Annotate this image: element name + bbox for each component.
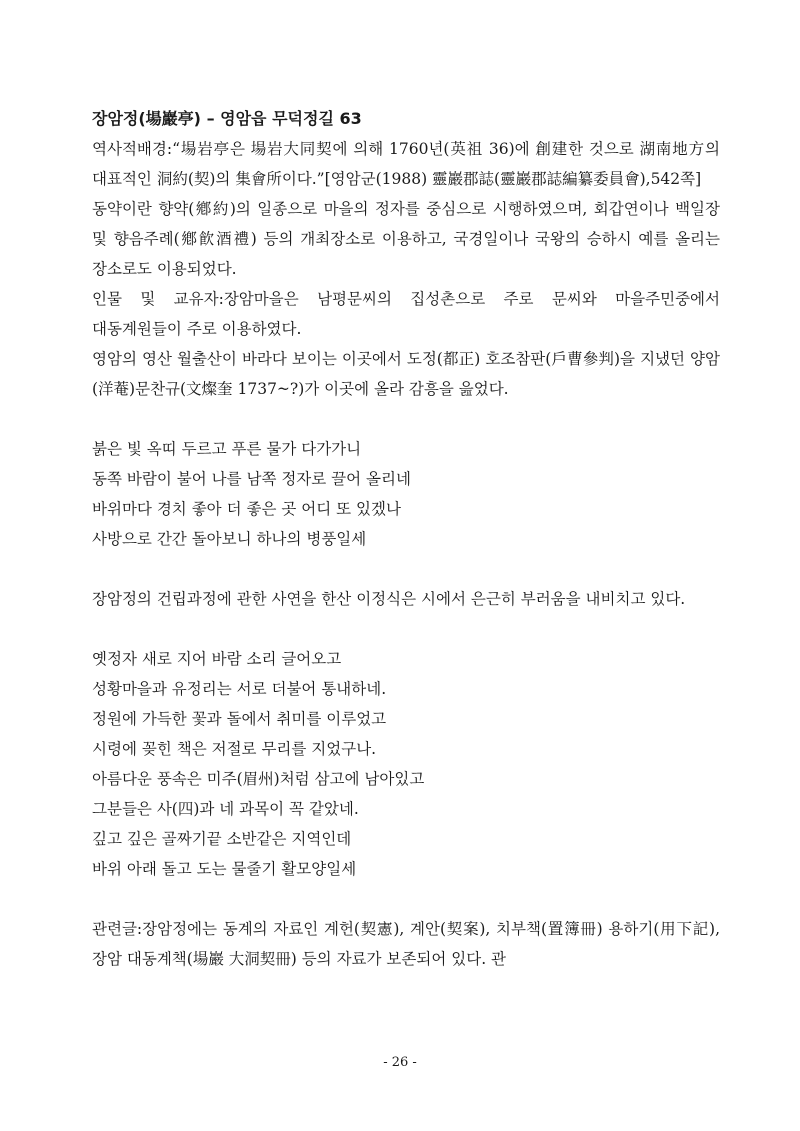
history-paragraph: 역사적배경:“場岩亭은 場岩大同契에 의해 1760년(英祖 36)에 創建한 것으로 湖南地方의 대표적인 洞約(契)의 集會所이다.”[영암군(1988) 靈巖郡誌(靈巖郡誌編纂委員會),542쪽] bbox=[92, 140, 720, 188]
poem-line: 시령에 꽂힌 책은 저절로 무리를 지었구나. bbox=[92, 740, 377, 758]
poem-line: 성황마을과 유정리는 서로 더불어 통내하네. bbox=[92, 680, 387, 698]
poem-1 bbox=[92, 434, 720, 554]
construction-paragraph: 장암정의 건립과정에 관한 사연을 한산 이정식은 시에서 은근히 부러움을 내비치고 있다. bbox=[92, 590, 686, 608]
wolchulsan-paragraph: 영암의 영산 월출산이 바라다 보이는 이곳에서 도정(都正) 호조참판(戶曹參判)을 지냈던 양암(洋菴)문찬규(文燦奎 1737~?)가 이곳에 올라 감흥을 읊었다. bbox=[92, 350, 720, 398]
poem-line: 바위마다 경치 좋아 더 좋은 곳 어디 또 있겠나 bbox=[92, 500, 401, 518]
dongyak-paragraph: 동약이란 향약(鄕約)의 일종으로 마을의 정자를 중심으로 시행하였으며, 회갑연이나 백일장 및 향음주례(鄕飮酒禮) 등의 개최장소로 이용하고, 국경일이나 국왕의 승하시 예를 올리는 장소로도 이용되었다. bbox=[92, 200, 720, 278]
poem-line: 바위 아래 돌고 도는 물줄기 활모양일세 bbox=[92, 860, 357, 878]
poem-line: 아름다운 풍속은 미주(眉州)처럼 삼고에 남아있고 bbox=[92, 770, 425, 788]
poem-2 bbox=[92, 644, 720, 884]
document-page bbox=[92, 104, 720, 974]
related-paragraph: 관련글:장암정에는 동계의 자료인 계헌(契憲), 계안(契案), 치부책(置簿冊) 용하기(用下記), 장암 대동계책(場巖 大洞契冊) 등의 자료가 보존되어 있다. 관 bbox=[92, 920, 720, 968]
people-paragraph: 인물 및 교유자:장암마을은 남평문씨의 집성촌으로 주로 문씨와 마을주민중에서 대동계원들이 주로 이용하였다. bbox=[92, 290, 720, 338]
poem-line: 옛정자 새로 지어 바람 소리 글어오고 bbox=[92, 650, 342, 668]
poem-line: 깊고 깊은 골짜기끝 소반같은 지역인데 bbox=[92, 830, 352, 848]
poem-line: 동쪽 바람이 불어 나를 남쪽 정자로 끌어 올리네 bbox=[92, 470, 411, 488]
poem-line: 그분들은 사(四)과 네 과목이 꼭 같았네. bbox=[92, 800, 359, 818]
poem-line: 정원에 가득한 꽃과 돌에서 취미를 이루었고 bbox=[92, 710, 387, 728]
poem-line: 사방으로 간간 돌아보니 하나의 병풍일세 bbox=[92, 530, 367, 548]
page-number: - 26 - bbox=[383, 1055, 417, 1070]
section-title: 장암정(場巖亭) – 영암읍 무덕정길 63 bbox=[92, 109, 362, 128]
poem-line: 붉은 빛 옥띠 두르고 푸른 물가 다가가니 bbox=[92, 440, 362, 458]
